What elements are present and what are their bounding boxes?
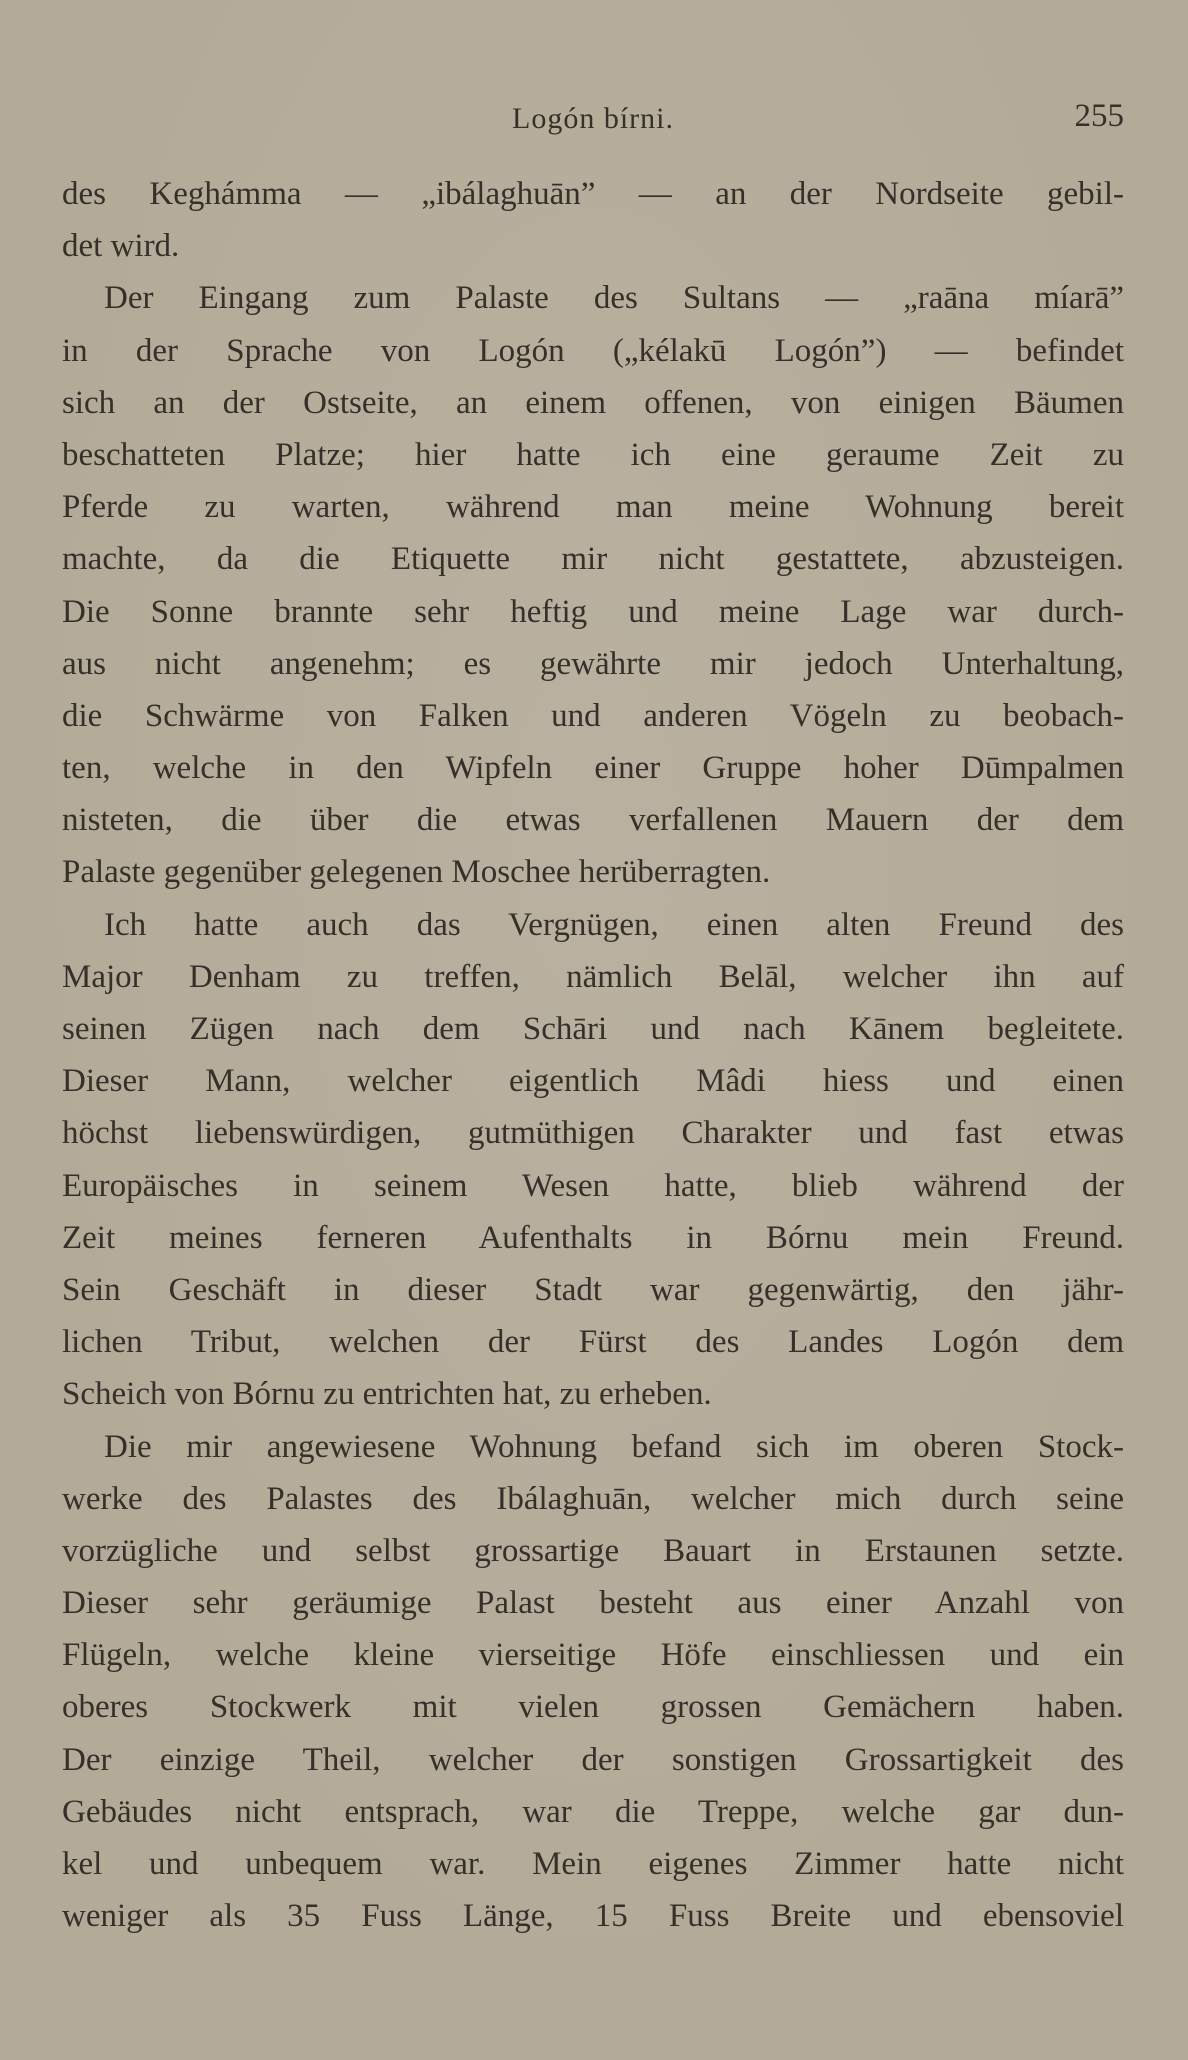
body-text [62,168,1124,1942]
paragraph-first-line: Ich hatte auch das Vergnügen, einen alten Freund des [104,906,1124,943]
text-line: Die Sonne brannte sehr heftig und meine Lage war durch- [62,593,1124,630]
text-line: in der Sprache von Logón („kélakū Logón”) — befindet [62,332,1124,369]
text-line: Zeit meines ferneren Aufenthalts in Bórnu mein Freund. [62,1219,1124,1256]
text-line: det wird. [62,228,180,265]
text-line: kel und unbequem war. Mein eigenes Zimmer hatte nicht [62,1846,1124,1882]
text-line: nisteten, die über die etwas verfallenen Mauern der dem [62,802,1124,839]
text-line: Scheich von Bórnu zu entrichten hat, zu erheben. [62,1376,712,1413]
text-line: ten, welche in den Wipfeln einer Gruppe hoher Dūmpalmen [62,750,1124,787]
text-line: des Keghámma — „ibálaghuān” — an der Nordseite gebil- [62,176,1124,212]
text-line: sich an der Ostseite, an einem offenen, von einigen Bäumen [62,384,1124,421]
text-line: beschatteten Platze; hier hatte ich eine geraume Zeit zu [62,436,1124,473]
text-line: die Schwärme von Falken und anderen Vögeln zu beobach- [62,697,1124,734]
text-line: Dieser Mann, welcher eigentlich Mâdi hiess und einen [62,1063,1124,1100]
text-line: Sein Geschäft in dieser Stadt war gegenwärtig, den jähr- [62,1271,1124,1308]
text-line: Major Denham zu treffen, nämlich Belāl, welcher ihn auf [62,958,1124,995]
text-line: Gebäudes nicht entsprach, war die Treppe, welche gar dun- [62,1793,1124,1830]
text-line: oberes Stockwerk mit vielen grossen Gemächern haben. [62,1689,1124,1726]
page-number: 255 [1074,98,1124,134]
text-line: Palaste gegenüber gelegenen Moschee herüberragten. [62,854,771,891]
text-line: vorzügliche und selbst grossartige Bauart in Erstaunen setzte. [62,1532,1124,1569]
paragraph-first-line: Der Eingang zum Palaste des Sultans — „raāna míarā” [104,280,1124,317]
text-line: machte, da die Etiquette mir nicht gestattete, abzusteigen. [62,541,1124,578]
text-line: werke des Palastes des Ibálaghuān, welcher mich durch seine [62,1480,1124,1517]
text-line: höchst liebenswürdigen, gutmüthigen Charakter und fast etwas [62,1115,1124,1152]
text-line: Pferde zu warten, während man meine Wohnung bereit [62,489,1124,526]
text-line: seinen Zügen nach dem Schāri und nach Kānem begleitete. [62,1011,1124,1047]
page-header [62,98,1124,142]
text-line: lichen Tribut, welchen der Fürst des Landes Logón dem [62,1324,1124,1361]
running-title: Logón bírni. [512,102,674,135]
text-line: aus nicht angenehm; es gewährte mir jedoch Unterhaltung, [62,645,1124,682]
text-line: Der einzige Theil, welcher der sonstigen Grossartigkeit des [62,1741,1124,1778]
paragraph-first-line: Die mir angewiesene Wohnung befand sich im oberen Stock- [104,1428,1124,1465]
text-line: Flügeln, welche kleine vierseitige Höfe einschliessen und ein [62,1637,1124,1674]
text-line: weniger als 35 Fuss Länge, 15 Fuss Breite und ebensoviel [62,1898,1124,1935]
text-line: Dieser sehr geräumige Palast besteht aus einer Anzahl von [62,1585,1124,1622]
text-line: Europäisches in seinem Wesen hatte, blieb während der [62,1167,1124,1204]
